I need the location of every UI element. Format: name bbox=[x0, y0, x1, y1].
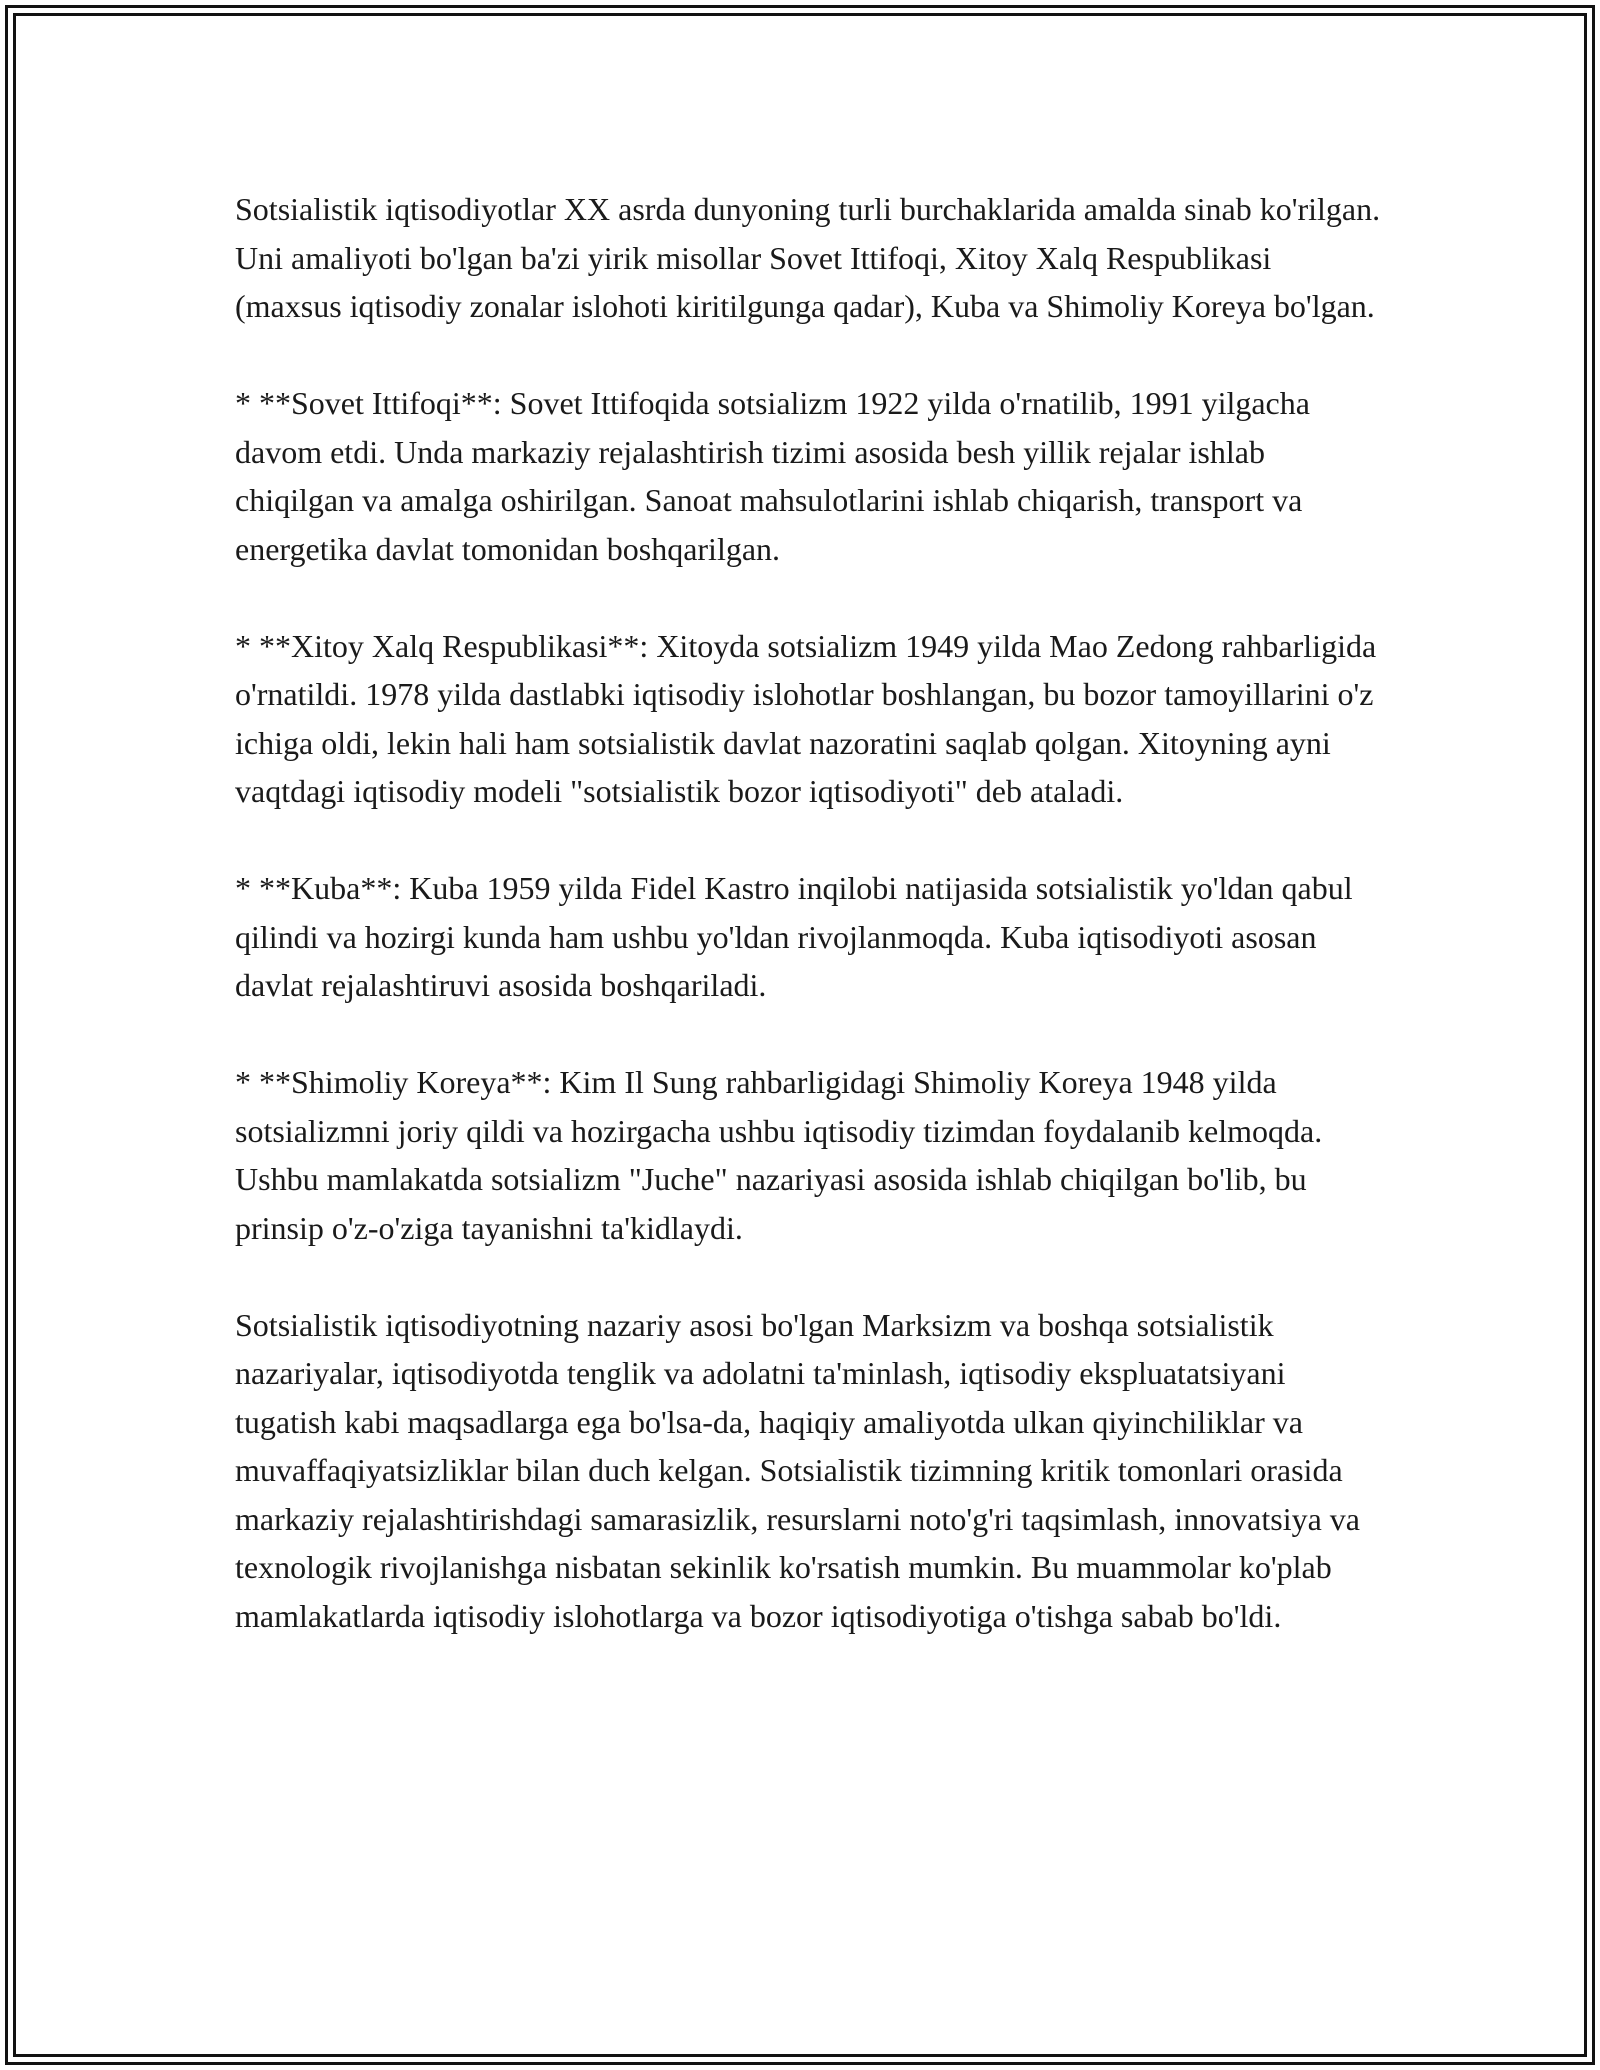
north-korea-paragraph: * **Shimoliy Koreya**: Kim Il Sung rahbarligidagi Shimoliy Koreya 1948 yilda sotsializmni joriy qildi va hozirgacha ushbu iqtisodiy tizimdan foydalanib kelmoqda. Ushbu mamlakatda sotsializm "Juche" nazariyasi asosida ishlab chiqilgan bo'lib, bu prinsip o'z-o'ziga tayanishni ta'kidlaydi. bbox=[235, 1064, 1323, 1246]
cuba-paragraph: * **Kuba**: Kuba 1959 yilda Fidel Kastro inqilobi natijasida sotsialistik yo'ldan qabul qilindi va hozirgi kunda ham ushbu yo'ldan rivojlanmoqda. Kuba iqtisodiyoti asosan davlat rejalashtiruvi asosida boshqariladi. bbox=[235, 870, 1353, 1003]
document-body bbox=[235, 185, 1385, 1689]
intro-paragraph: Sotsialistik iqtisodiyotlar XX asrda dunyoning turli burchaklarida amalda sinab ko'rilgan. Uni amaliyoti bo'lgan ba'zi yirik misollar Sovet Ittifoqi, Xitoy Xalq Respublikasi (maxsus iqtisodiy zonalar islohoti kiritilgunga qadar), Kuba va Shimoliy Koreya bo'lgan. bbox=[235, 191, 1381, 324]
soviet-union-paragraph: * **Sovet Ittifoqi**: Sovet Ittifoqida sotsializm 1922 yilda o'rnatilib, 1991 yilgacha davom etdi. Unda markaziy rejalashtirish tizimi asosida besh yillik rejalar ishlab chiqilgan va amalga oshirilgan. Sanoat mahsulotlarini ishlab chiqarish, transport va energetika davlat tomonidan boshqarilgan. bbox=[235, 385, 1310, 567]
conclusion-paragraph: Sotsialistik iqtisodiyotning nazariy asosi bo'lgan Marksizm va boshqa sotsialistik nazariyalar, iqtisodiyotda tenglik va adolatni ta'minlash, iqtisodiy ekspluatatsiyani tugatish kabi maqsadlarga ega bo'lsa-da, haqiqiy amaliyotda ulkan qiyinchiliklar va muvaffaqiyatsizliklar bilan duch kelgan. Sotsialistik tizimning kritik tomonlari orasida markaziy rejalashtirishdagi samarasizlik, resurslarni noto'g'ri taqsimlash, innovatsiya va texnologik rivojlanishga nisbatan sekinlik ko'rsatish mumkin. Bu muammolar ko'plab mamlakatlarda iqtisodiy islohotlarga va bozor iqtisodiyotiga o'tishga sabab bo'ldi. bbox=[235, 1306, 1360, 1634]
china-paragraph: * **Xitoy Xalq Respublikasi**: Xitoyda sotsializm 1949 yilda Mao Zedong rahbarligida o'rnatildi. 1978 yilda dastlabki iqtisodiy islohotlar boshlangan, bu bozor tamoyillarini o'z ichiga oldi, lekin hali ham sotsialistik davlat nazoratini saqlab qolgan. Xitoyning ayni vaqtdagi iqtisodiy modeli "sotsialistik bozor iqtisodiyoti" deb ataladi. bbox=[235, 627, 1377, 809]
